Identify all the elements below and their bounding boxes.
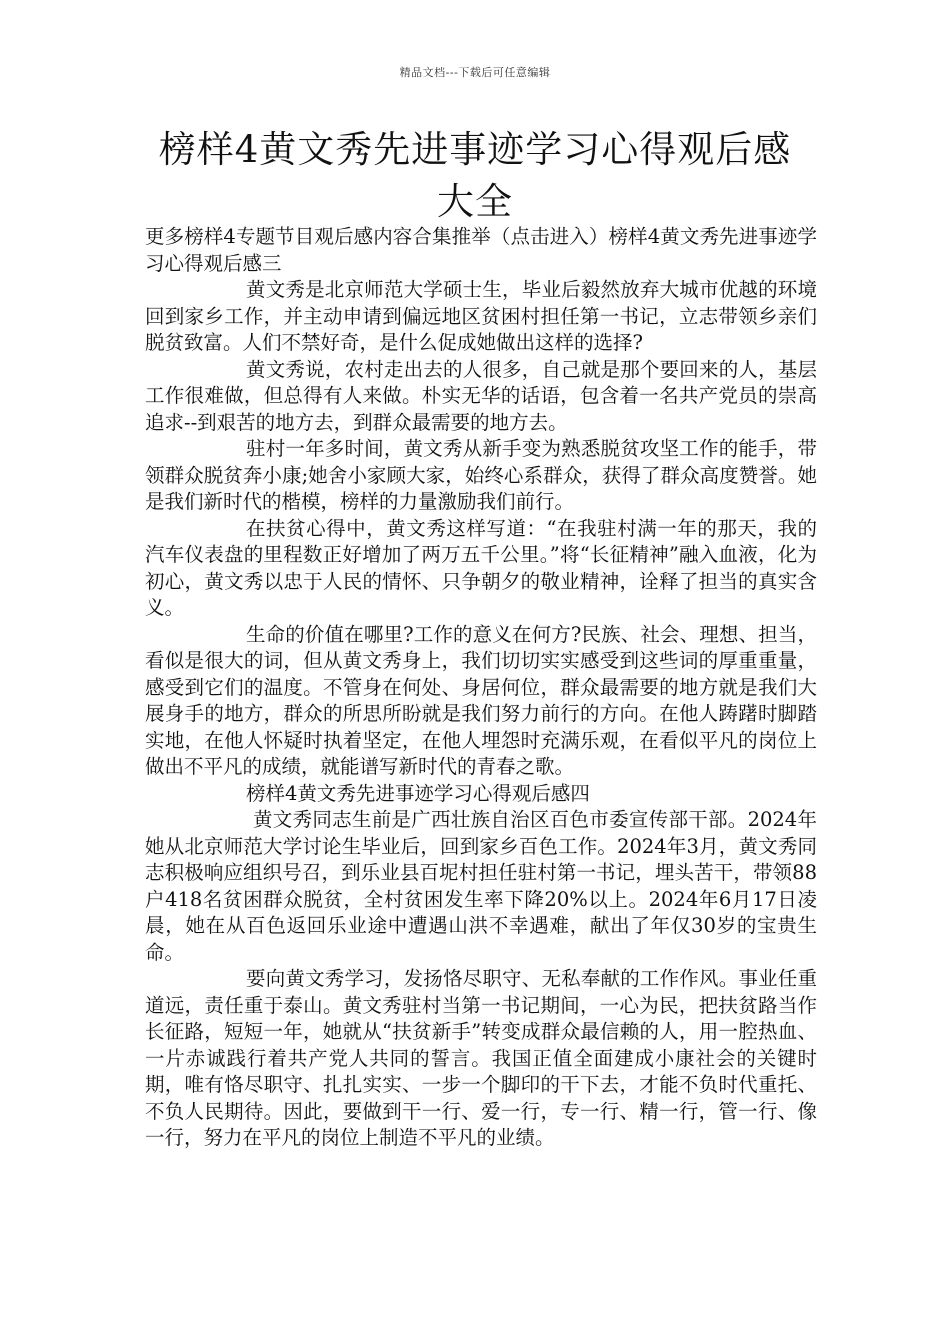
paragraph-1: 黄文秀是北京师范大学硕士生，毕业后毅然放弃大城市优越的环境回到家乡工作，并主动申请到偏远地区贫困村担任第一书记，立志带领乡亲们脱贫致富。人们不禁好奇，是什么促成她做出这样的选择?	[145, 278, 817, 354]
intro-paragraph: 更多榜样4专题节目观后感内容合集推举（点击进入）榜样4黄文秀先进事迹学习心得观后感三	[145, 225, 817, 275]
paragraph-7: 要向黄文秀学习，发扬恪尽职守、无私奉献的工作作风。事业任重道远，责任重于泰山。黄文秀驻村当第一书记期间，一心为民，把扶贫路当作长征路，短短一年，她就从“扶贫新手”转变成群众最信赖的人，用一腔热血、一片赤诚践行着共产党人共同的誓言。我国正值全面建成小康社会的关键时期，唯有恪尽职守、扎扎实实、一步一个脚印的干下去，才能不负时代重托、不负人民期待。因此，要做到干一行、爱一行，专一行、精一行，管一行、像一行，努力在平凡的岗位上制造不平凡的业绩。	[145, 967, 817, 1149]
document-body	[145, 224, 817, 1152]
paragraph-6: 黄文秀同志生前是广西壮族自治区百色市委宣传部干部。2024年她从北京师范大学讨论生毕业后，回到家乡百色工作。2024年3月，黄文秀同志积极响应组织号召，到乐业县百坭村担任驻村第一书记，埋头苦干，带领88户418名贫困群众脱贫，全村贫困发生率下降20%以上。2024年6月17日凌晨，她在从百色返回乐业途中遭遇山洪不幸遇难，献出了年仅30岁的宝贵生命。	[145, 808, 817, 964]
section-heading: 榜样4黄文秀先进事迹学习心得观后感四	[246, 781, 590, 805]
page-header: 精品文档---下载后可任意编辑	[399, 66, 551, 79]
paragraph-2: 黄文秀说，农村走出去的人很多，自己就是那个要回来的人，基层工作很难做，但总得有人来做。朴实无华的话语，包含着一名共产党员的崇高追求--到艰苦的地方去，到群众最需要的地方去。	[145, 357, 817, 434]
paragraph-4: 在扶贫心得中，黄文秀这样写道：“在我驻村满一年的那天，我的汽车仪表盘的里程数正好增加了两万五千公里。”将“长征精神”融入血液，化为初心，黄文秀以忠于人民的情怀、只争朝夕的敬业精神，诠释了担当的真实含义。	[145, 516, 817, 619]
paragraph-3: 驻村一年多时间，黄文秀从新手变为熟悉脱贫攻坚工作的能手，带领群众脱贫奔小康;她舍小家顾大家，始终心系群众，获得了群众高度赞誉。她是我们新时代的楷模，榜样的力量激励我们前行。	[145, 437, 817, 513]
document-title: 榜样4黄文秀先进事迹学习心得观后感大全	[158, 128, 792, 223]
paragraph-5: 生命的价值在哪里?工作的意义在何方?民族、社会、理想、担当，看似是很大的词，但从黄文秀身上，我们切切实实感受到这些词的厚重重量，感受到它们的温度。不管身在何处、身居何位，群众最需要的地方就是我们大展身手的地方，群众的所思所盼就是我们努力前行的方向。在他人踌躇时脚踏实地，在他人怀疑时执着坚定，在他人埋怨时充满乐观，在看似平凡的岗位上做出不平凡的成绩，就能谱写新时代的青春之歌。	[145, 622, 817, 778]
